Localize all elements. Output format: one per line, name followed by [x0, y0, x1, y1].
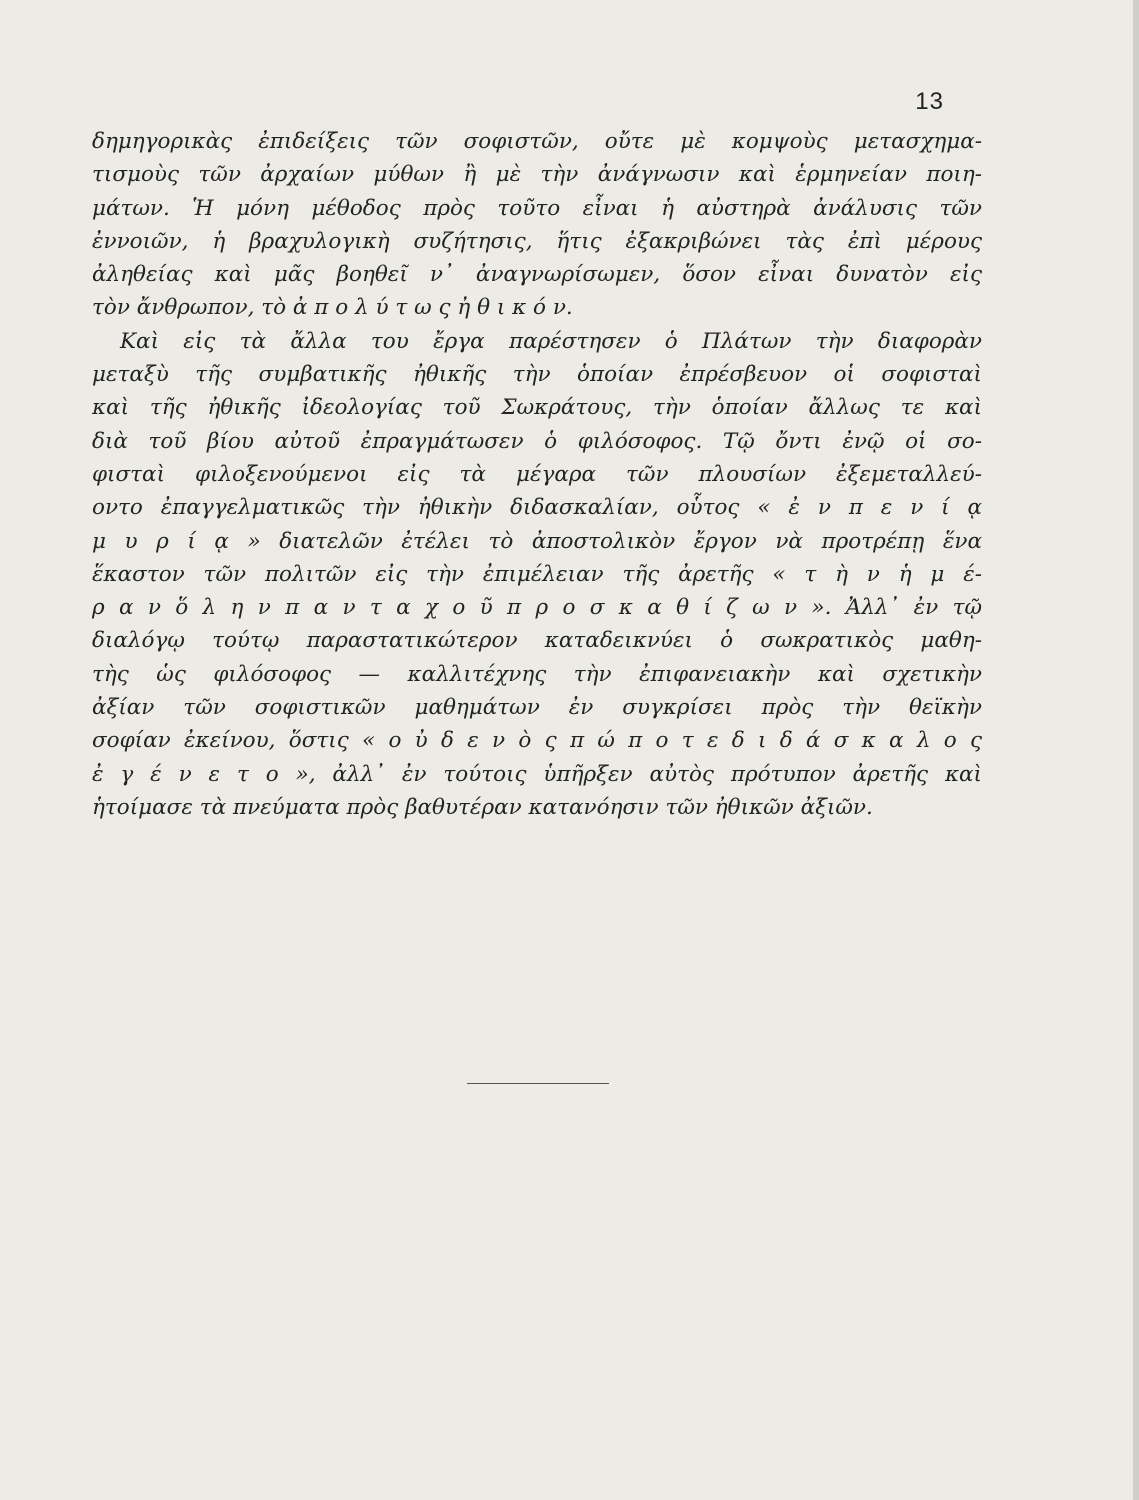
line-text: μεταξὺ τῆς συμβατικῆς ἠθικῆς τὴν ὁποίαν ἐπρέσβευον οἱ σοφισταὶ: [92, 362, 982, 388]
line-text: τὴς ὡς φιλόσοφος — καλλιτέχνης τὴν ἐπιφανειακὴν καὶ σχετικὴν: [92, 661, 982, 687]
text-line: [92, 691, 982, 724]
line-text: ἡτοίμασε τὰ πνεύματα πρὸς βαθυτέραν κατανόησιν τῶν ἠθικῶν ἀξιῶν.: [92, 794, 873, 820]
body-text: [92, 125, 982, 824]
text-line: [92, 525, 982, 558]
page-edge-shadow: [1133, 0, 1139, 1500]
text-line: [92, 758, 982, 791]
text-line: [92, 158, 982, 191]
text-line: [92, 291, 982, 324]
text-line: [92, 358, 982, 391]
line-text: διὰ τοῦ βίου αὐτοῦ ἐπραγμάτωσεν ὁ φιλόσοφος. Τῷ ὄντι ἐνῷ οἱ σο-: [92, 428, 982, 454]
line-text: Καὶ εἰς τὰ ἄλλα του ἔργα παρέστησεν ὁ Πλάτων τὴν διαφορὰν: [120, 328, 982, 354]
line-text: δημηγορικὰς ἐπιδείξεις τῶν σοφιστῶν, οὔτε μὲ κομψοὺς μετασχημα-: [92, 129, 982, 154]
text-line: [92, 258, 982, 291]
line-text: ἕκαστον τῶν πολιτῶν εἰς τὴν ἐπιμέλειαν τῆς ἀρετῆς « τ ὴ ν ἡ μ έ-: [92, 561, 982, 587]
text-line: [92, 325, 982, 358]
text-line: [92, 425, 982, 458]
text-line: [92, 225, 982, 258]
text-line: [92, 491, 982, 524]
line-text: διαλόγῳ τούτῳ παραστατικώτερον καταδεικνύει ὁ σωκρατικὸς μαθη-: [92, 628, 982, 654]
line-text: ἐννοιῶν, ἡ βραχυλογικὴ συζήτησις, ἥτις ἐξακριβώνει τὰς ἐπὶ μέρους: [92, 228, 982, 254]
text-line: [92, 724, 982, 757]
line-text: καὶ τῆς ἠθικῆς ἰδεολογίας τοῦ Σωκράτους, τὴν ὁποίαν ἄλλως τε καὶ: [92, 395, 982, 421]
text-line: [92, 658, 982, 691]
text-line: [92, 125, 982, 158]
text-line: [92, 624, 982, 657]
line-text: ἀληθείας καὶ μᾶς βοηθεῖ ν᾽ ἀναγνωρίσωμεν, ὅσον εἶναι δυνατὸν εἰς: [92, 262, 982, 288]
line-text: τισμοὺς τῶν ἀρχαίων μύθων ἢ μὲ τὴν ἀνάγνωσιν καὶ ἑρμηνείαν ποιη-: [92, 162, 982, 188]
line-text: οντο ἐπαγγελματικῶς τὴν ἠθικὴν διδασκαλίαν, οὗτος « ἐ ν π ε ν ί ᾳ: [92, 495, 982, 521]
text-line: [92, 591, 982, 624]
line-text: μ υ ρ ί ᾳ » διατελῶν ἐτέλει τὸ ἀποστολικὸν ἔργον νὰ προτρέπῃ ἕνα: [92, 528, 982, 554]
line-text: σοφίαν ἐκείνου, ὅστις « ο ὐ δ ε ν ὸ ς π ώ π ο τ ε δ ι δ ά σ κ α λ ο ς: [92, 728, 982, 754]
page-number: 13: [915, 88, 944, 115]
text-line: [92, 558, 982, 591]
line-text: μάτων. Ἡ μόνη μέθοδος πρὸς τοῦτο εἶναι ἡ αὐστηρὰ ἀνάλυσις τῶν: [92, 195, 982, 221]
line-text: φισταὶ φιλοξενούμενοι εἰς τὰ μέγαρα τῶν πλουσίων ἐξεμεταλλεύ-: [92, 461, 982, 487]
text-line: [92, 192, 982, 225]
line-text: ἐ γ έ ν ε τ ο », ἀλλ᾽ ἐν τούτοις ὑπῆρξεν αὐτὸς πρότυπον ἀρετῆς καὶ: [92, 761, 982, 787]
line-text: τὸν ἄνθρωπον, τὸ ἀ π ο λ ύ τ ω ς ἠ θ ι κ ό ν.: [92, 295, 573, 321]
text-line: [92, 391, 982, 424]
text-line: [92, 458, 982, 491]
line-text: ἀξίαν τῶν σοφιστικῶν μαθημάτων ἐν συγκρίσει πρὸς τὴν θεϊκὴν: [92, 695, 982, 721]
section-divider: [467, 1083, 609, 1084]
line-text: ρ α ν ὅ λ η ν π α ν τ α χ ο ῦ π ρ ο σ κ α θ ί ζ ω ν ». Ἀλλ᾽ ἐν τῷ: [92, 595, 982, 621]
text-line: [92, 791, 982, 824]
